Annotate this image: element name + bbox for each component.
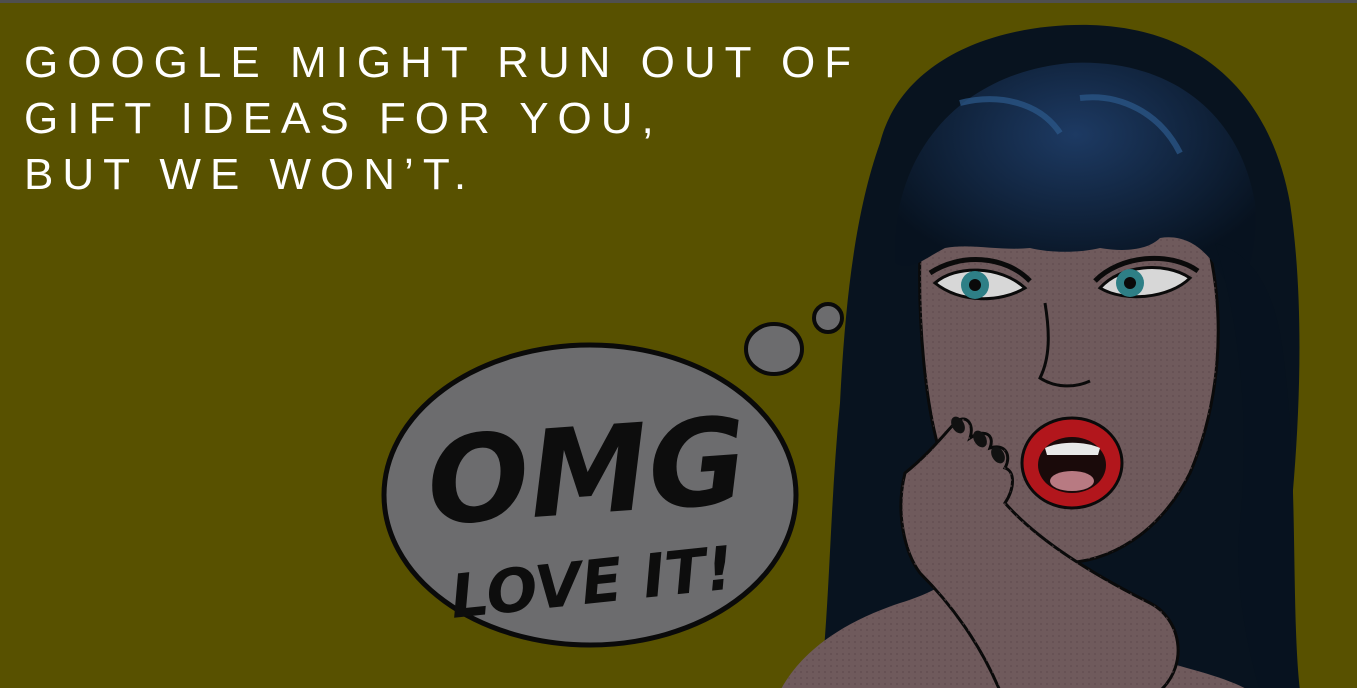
headline-line-3: BUT WE WON’T. <box>24 150 476 199</box>
bubble-love-it-text: LOVE IT! <box>447 533 737 633</box>
headline-line-2: GIFT IDEAS FOR YOU, <box>24 94 663 143</box>
thought-dot-small <box>814 304 842 332</box>
bubble-omg-text: OMG <box>422 392 752 554</box>
thought-dot-medium <box>746 324 802 374</box>
headline-line-1: GOOGLE MIGHT RUN OUT OF <box>24 38 861 87</box>
headline <box>24 35 860 203</box>
mouth <box>1022 418 1122 508</box>
